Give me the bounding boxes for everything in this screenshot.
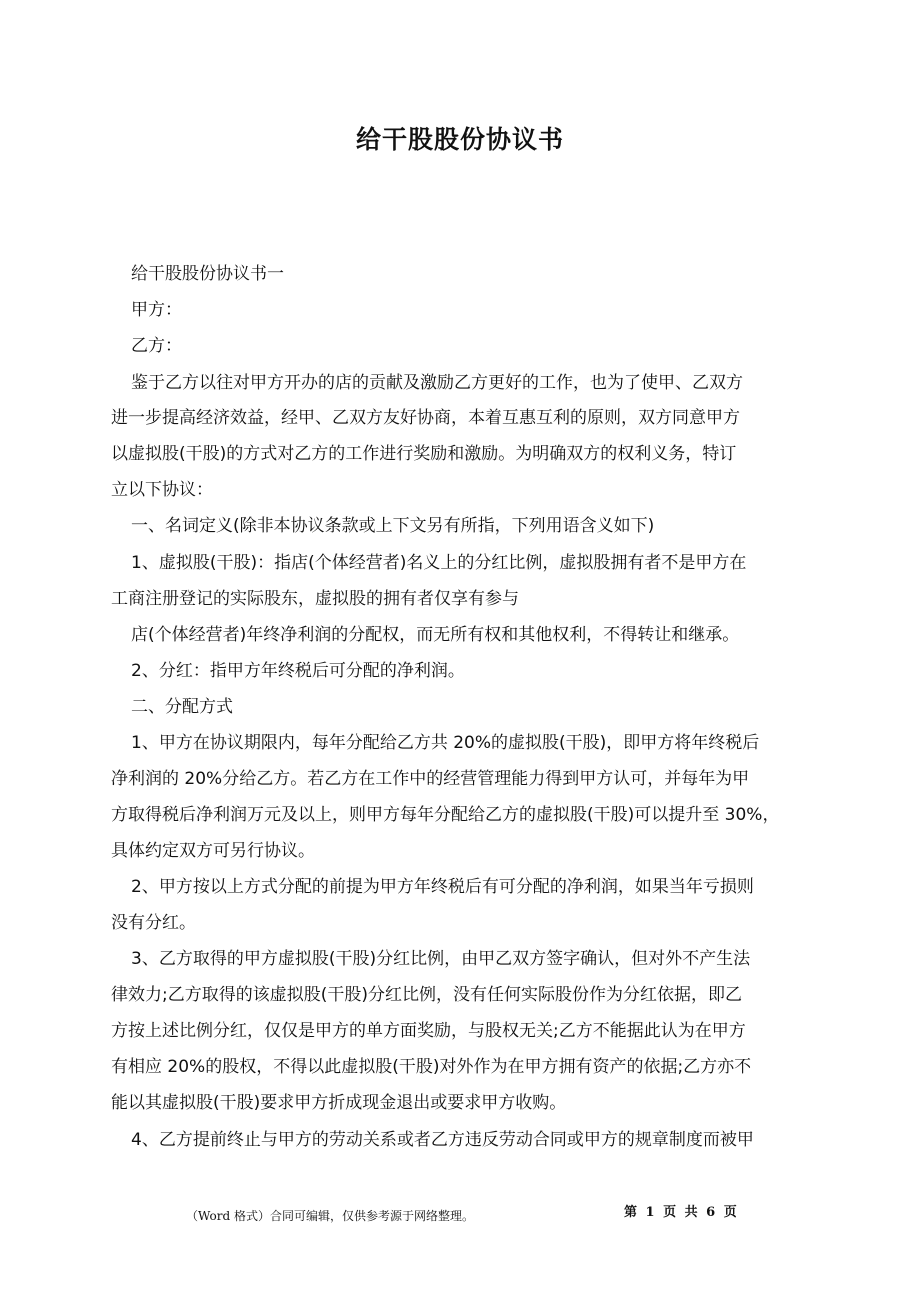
body-line: 以虚拟股(干股)的方式对乙方的工作进行奖励和激励。为明确双方的权利义务，特订 [111,444,737,464]
body-line: 能以其虚拟股(干股)要求甲方折成现金退出或要求甲方收购。 [111,1093,567,1113]
body-line: 鉴于乙方以往对甲方开办的店的贡献及激励乙方更好的工作，也为了使甲、乙双方 [131,373,743,393]
body-line: 店(个体经营者)年终净利润的分配权，而无所有权和其他权利，不得转让和继承。 [131,625,740,645]
document-title: 给干股股份协议书 [355,125,564,154]
body-line: 没有分红。 [111,913,196,933]
body-line: 立以下协议： [111,480,213,500]
body-line: 净利润的 20%分给乙方。若乙方在工作中的经营管理能力得到甲方认可，并每年为甲 [111,769,750,789]
body-line: 进一步提高经济效益，经甲、乙双方友好协商，本着互惠互利的原则，双方同意甲方 [111,408,740,428]
body-line: 具体约定双方可另行协议。 [111,841,315,861]
body-line: 方取得税后净利润万元及以上，则甲方每年分配给乙方的虚拟股(干股)可以提升至 30%， [111,805,780,825]
footer-note: （Word 格式）合同可编辑，仅供参考源于网络整理。 [186,1209,474,1223]
page-number: 第 1 页 共 6 页 [624,1205,737,1220]
body-line: 律效力;乙方取得的该虚拟股(干股)分红比例，没有任何实际股份作为分红依据，即乙 [111,985,742,1005]
party-a-line: 甲方： [131,300,182,320]
section-heading: 二、分配方式 [131,697,233,717]
body-line: 1、甲方在协议期限内，每年分配给乙方共 20%的虚拟股(干股)，即甲方将年终税后 [131,733,760,753]
body-line: 1、虚拟股(干股)：指店(个体经营者)名义上的分红比例，虚拟股拥有者不是甲方在 [131,553,747,573]
body-line: 方按上述比例分红，仅仅是甲方的单方面奖励，与股权无关;乙方不能据此认为在甲方 [111,1021,746,1041]
section-heading: 一、名词定义(除非本协议条款或上下文另有所指，下列用语含义如下) [131,516,655,536]
body-line: 4、乙方提前终止与甲方的劳动关系或者乙方违反劳动合同或甲方的规章制度而被甲 [131,1130,754,1150]
body-line: 2、甲方按以上方式分配的前提为甲方年终税后有可分配的净利润，如果当年亏损则 [131,877,754,897]
body-line: 有相应 20%的股权，不得以此虚拟股(干股)对外作为在甲方拥有资产的依据;乙方亦不 [111,1057,752,1077]
party-b-line: 乙方： [131,336,182,356]
body-line: 2、分红：指甲方年终税后可分配的净利润。 [131,661,465,681]
body-line: 工商注册登记的实际股东，虚拟股的拥有者仅享有参与 [111,589,519,609]
subtitle-line: 给干股股份协议书一 [131,264,284,284]
body-line: 3、乙方取得的甲方虚拟股(干股)分红比例，由甲乙双方签字确认，但对外不产生法 [131,949,751,969]
